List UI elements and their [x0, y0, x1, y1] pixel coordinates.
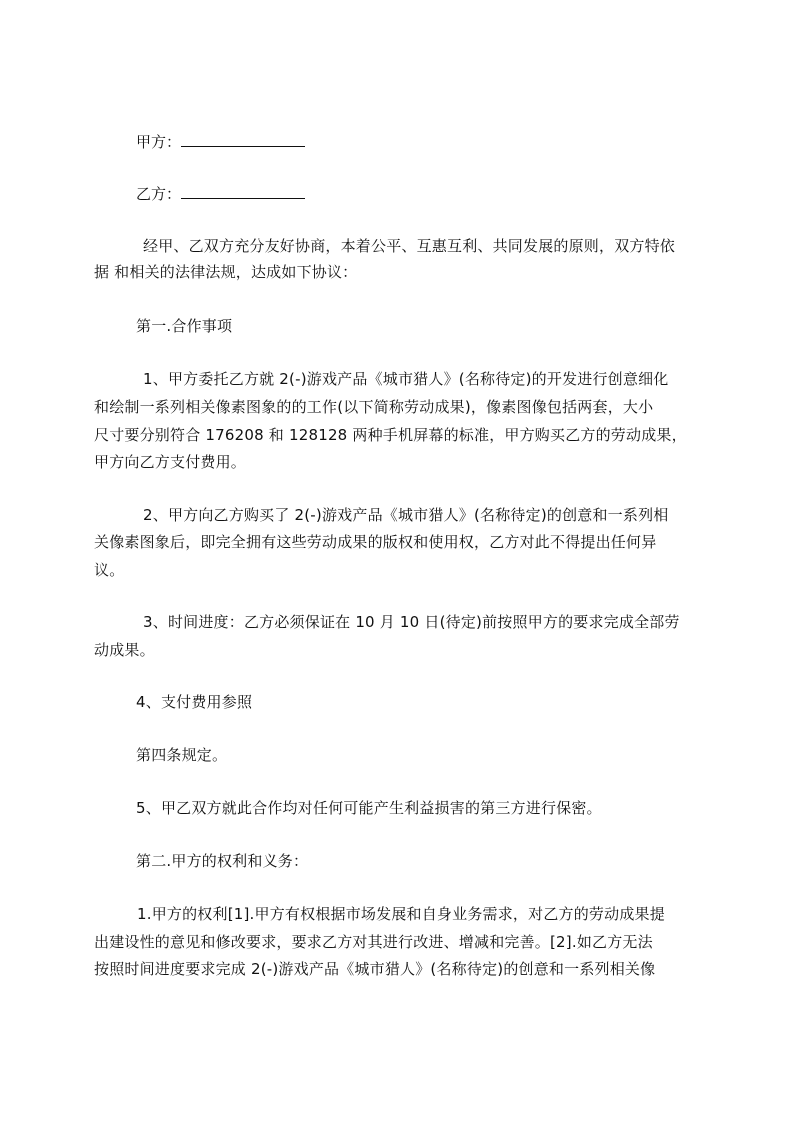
- s1-item4b-line-1: 第四条规定。: [136, 746, 228, 764]
- s1-item2-line-1: 2、甲方向乙方购买了 2(-)游戏产品《城市猎人》(名称待定)的创意和一系列相: [143, 506, 669, 524]
- s1-item3-line-1: 3、时间进度：乙方必须保证在 10 月 10 日(待定)前按照甲方的要求完成全部劳: [143, 613, 680, 631]
- s1-item2-line-2: 关像素图象后，即完全拥有这些劳动成果的版权和使用权，乙方对此不得提出任何异: [94, 533, 657, 551]
- section-1-title: 第一.合作事项: [136, 317, 233, 335]
- party-b-line: [136, 184, 305, 204]
- section-2-title: 第二.甲方的权利和义务：: [136, 852, 309, 870]
- intro-line-2: 据 和相关的法律法规，达成如下协议：: [94, 263, 358, 281]
- party-a-label: 甲方：: [136, 133, 182, 151]
- s1-item1-line-2: 和绘制一系列相关像素图象的的工作(以下简称劳动成果)，像素图像包括两套，大小: [94, 398, 654, 416]
- s1-item1-line-1: 1、甲方委托乙方就 2(-)游戏产品《城市猎人》(名称待定)的开发进行创意细化: [143, 370, 669, 388]
- s1-item1-line-4: 甲方向乙方支付费用。: [94, 453, 247, 471]
- party-a-blank: [181, 132, 305, 147]
- party-b-label: 乙方：: [136, 185, 182, 203]
- party-a-line: [136, 132, 305, 152]
- s2-item1-line-3: 按照时间进度要求完成 2(-)游戏产品《城市猎人》(名称待定)的创意和一系列相关像: [94, 960, 656, 978]
- s2-item1-line-1: 1.甲方的权利[1].甲方有权根据市场发展和自身业务需求，对乙方的劳动成果提: [137, 905, 665, 923]
- s1-item3-line-2: 动成果。: [94, 641, 155, 659]
- s1-item2-line-3: 议。: [94, 561, 125, 579]
- s1-item1-line-3: 尺寸要分别符合 176208 和 128128 两种手机屏幕的标准，甲方购买乙方的劳动成果，: [94, 426, 687, 444]
- s1-item4-line-1: 4、支付费用参照: [136, 693, 253, 711]
- intro-line-1: 经甲、乙双方充分友好协商，本着公平、互惠互利、共同发展的原则，双方特依: [143, 237, 676, 255]
- party-b-blank: [181, 184, 305, 199]
- s2-item1-line-2: 出建设性的意见和修改要求，要求乙方对其进行改进、增减和完善。[2].如乙方无法: [94, 933, 653, 951]
- s1-item5-line-1: 5、甲乙双方就此合作均对任何可能产生利益损害的第三方进行保密。: [136, 799, 602, 817]
